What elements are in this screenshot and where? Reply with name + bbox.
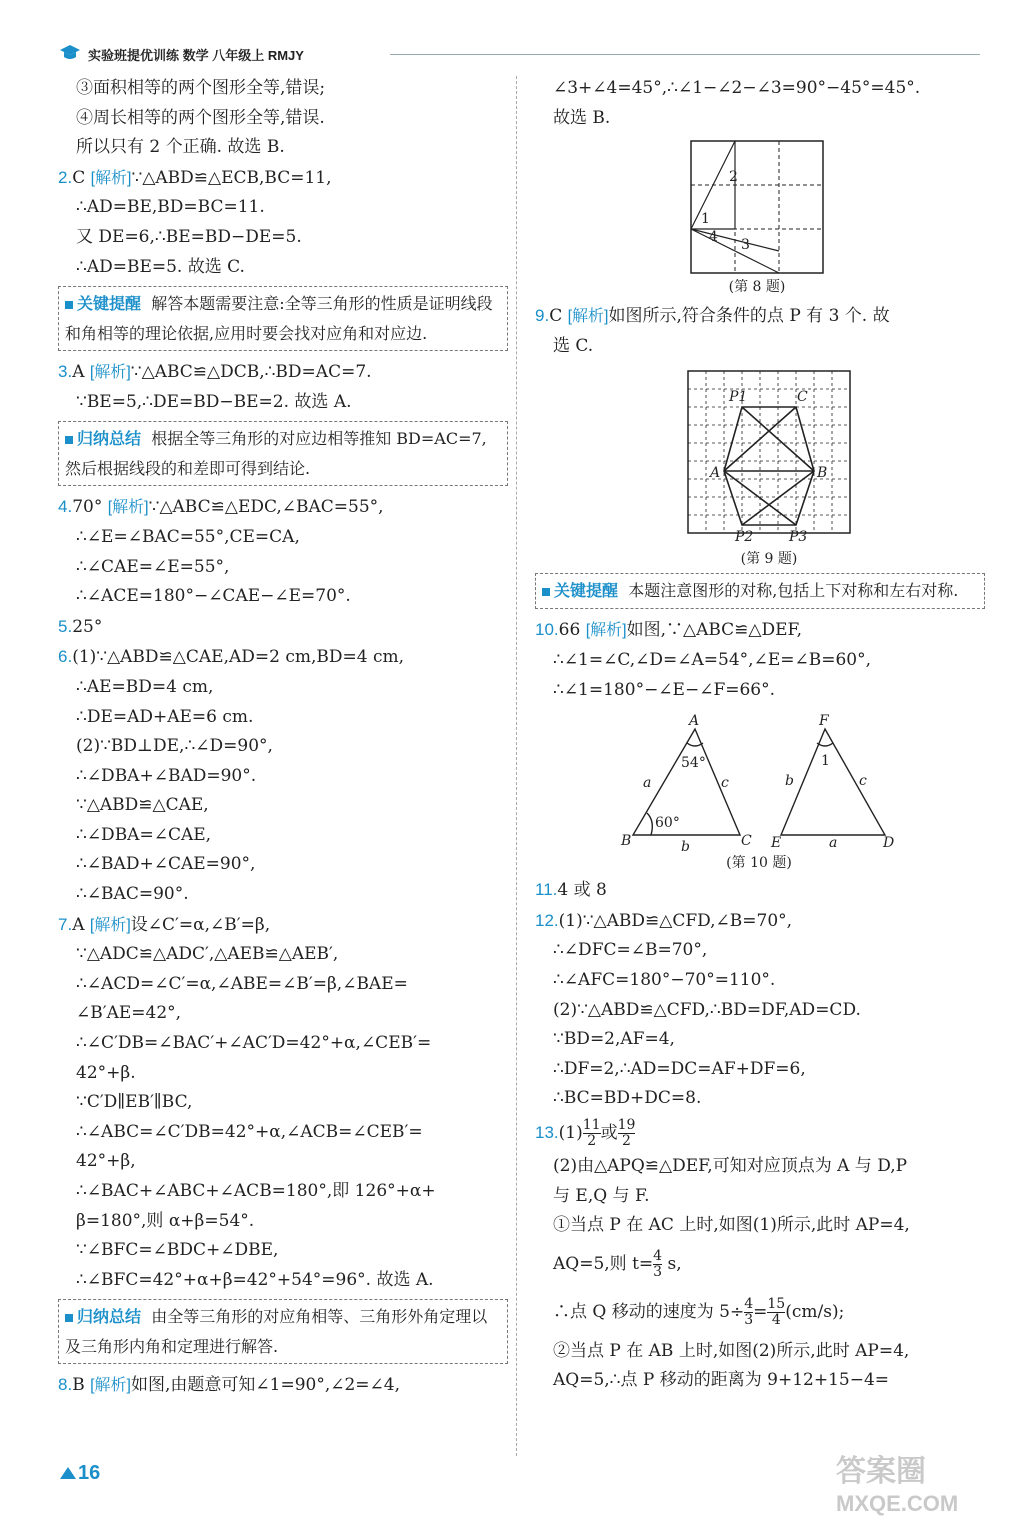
text-line: ∵C′D∥EB′∥BC, <box>76 1092 193 1113</box>
answer: 4 或 8 <box>557 880 607 901</box>
text-part: = <box>753 1301 768 1322</box>
text-line: ∴∠DFC=∠B=70°, <box>553 940 708 961</box>
tip-box <box>58 421 508 486</box>
text-line: ∴∠CAE=∠E=55°, <box>76 556 230 577</box>
text-line: ∴∠BAC+∠ABC+∠ACB=180°,即 126°+α+ <box>76 1181 436 1201</box>
text-line: ∴∠DBA+∠BAD=90°. <box>76 765 257 786</box>
column-divider <box>516 76 517 1456</box>
fraction <box>744 1297 753 1328</box>
fraction <box>618 1118 636 1149</box>
text-part: ∴点 Q 移动的速度为 5÷ <box>553 1301 745 1322</box>
fraction-denominator: 4 <box>767 1312 785 1328</box>
answer: A <box>72 914 85 935</box>
figure-label: P3 <box>789 529 808 546</box>
fraction <box>653 1249 662 1280</box>
text-line: ∴DE=AD+AE=6 cm. <box>76 706 254 727</box>
text-line: 42°+β. <box>76 1062 136 1083</box>
text-line: 如图,∵△ABC≌△DEF, <box>626 620 803 641</box>
question-5 <box>58 612 508 643</box>
analysis-tag: [解析] <box>585 622 627 640</box>
text-line: 42°+β, <box>76 1151 136 1172</box>
text-line: (2)∵△ABD≌△CFD,∴BD=DF,AD=CD. <box>553 999 861 1020</box>
text-line: AQ=5,∴点 P 移动的距离为 9+12+15−4= <box>553 1370 890 1391</box>
figure-label: P2 <box>735 529 754 546</box>
figure-caption: (第 9 题) <box>740 551 798 568</box>
figure-caption: (第 8 题) <box>728 279 786 296</box>
text-line: 与 E,Q 与 F. <box>553 1185 650 1206</box>
figure-label: 4 <box>709 229 718 246</box>
tip-text: 本题注意图形的对称,包括上下对称和左右对称. <box>628 581 959 601</box>
text-line: (1)∵△ABD≌△CFD,∠B=70°, <box>558 910 793 931</box>
text-line: ∠3+∠4=45°,∴∠1−∠2−∠3=90°−45°=45°. <box>553 78 921 98</box>
fraction-numerator: 4 <box>744 1295 754 1312</box>
tip-square-icon <box>65 301 73 309</box>
fraction-numerator: 4 <box>653 1247 663 1264</box>
fraction <box>583 1118 601 1149</box>
figure-label: C <box>741 833 752 850</box>
text-line: ∵△ABD≌△ECB,BC=11, <box>131 167 332 188</box>
text-line: ∴DF=2,∴AD=DC=AF+DF=6, <box>553 1058 806 1079</box>
question-10 <box>535 615 985 705</box>
tip-square-icon <box>65 1314 73 1322</box>
text-line <box>535 1287 985 1337</box>
answer: C <box>549 306 563 327</box>
left-column <box>58 74 508 1401</box>
tip-label: 关键提醒 <box>77 296 142 314</box>
figure-label: 1 <box>821 753 830 770</box>
question-3 <box>58 357 508 417</box>
question-number: 8. <box>58 1375 73 1395</box>
page-arrow-icon <box>60 1467 76 1479</box>
figure-label: A <box>710 465 721 482</box>
text-line: ∴BC=BD+DC=8. <box>553 1088 702 1109</box>
text-line: ∴∠BFC=42°+α+β=42°+54°=96°. 故选 A. <box>76 1269 434 1290</box>
question-13 <box>535 1114 985 1396</box>
text-line: 设∠C′=α,∠B′=β, <box>130 914 271 935</box>
answer: A <box>72 362 85 383</box>
figure-label: c <box>721 775 729 792</box>
text-line: ∴∠1=∠C,∠D=∠A=54°,∠E=∠B=60°, <box>553 649 872 670</box>
header-title: 实验班提优训练 数学 八年级上 RMJY <box>88 48 304 63</box>
text-line: ∠B′AE=42°, <box>76 1003 182 1024</box>
text-line: ∴∠E=∠BAC=55°,CE=CA, <box>76 526 300 547</box>
text-line: (2)由△APQ≌△DEF,可知对应顶点为 A 与 D,P <box>553 1155 908 1176</box>
text-line: 选 C. <box>553 335 594 356</box>
figure-label: 2 <box>729 169 738 186</box>
page-header <box>60 44 980 66</box>
text-line: ∴∠BAC=90°. <box>76 884 189 905</box>
question-number: 3. <box>58 362 73 382</box>
watermark-line: MXQE.COM <box>836 1491 959 1516</box>
text-line: ∴AD=BE=5. 故选 C. <box>76 256 245 277</box>
text-line: 如图所示,符合条件的点 P 有 3 个. 故 <box>608 306 890 327</box>
text-line: ∴∠DBA=∠CAE, <box>76 824 212 845</box>
tip-box <box>58 286 508 351</box>
text-line: ∵△ABC≌△DCB,∴BD=AC=7. <box>130 362 372 383</box>
text-line: 如图,由题意可知∠1=90°,∠2=∠4, <box>131 1375 401 1396</box>
figure-label: E <box>771 835 782 852</box>
tip-text: 由全等三角形的对应角相等、三角形外角定理以及三角形内角和定理进行解答. <box>65 1307 488 1357</box>
tip-text: 解答本题需要注意:全等三角形的性质是证明线段和角相等的理论依据,应用时要会找对应角和对应边. <box>65 294 493 344</box>
question-2 <box>58 163 508 282</box>
question-number: 10. <box>535 620 559 640</box>
text-line: ∴∠ABC=∠C′DB=42°+α,∠ACB=∠CEB′= <box>76 1121 423 1142</box>
text-line: 故选 B. <box>553 107 611 128</box>
text-line: ∵△ABC≌△EDC,∠BAC=55°, <box>148 497 384 518</box>
figure-label: c <box>859 773 867 790</box>
figure-label: 1 <box>701 211 710 228</box>
figure-label: P1 <box>729 389 748 406</box>
text-line: ②当点 P 在 AB 上时,如图(2)所示,此时 AP=4, <box>553 1340 910 1361</box>
text-line: ①当点 P 在 AC 上时,如图(1)所示,此时 AP=4, <box>553 1215 910 1236</box>
answer: 25° <box>72 616 103 637</box>
figure-q10 <box>535 709 985 871</box>
answer: 66 <box>558 620 581 641</box>
question-6 <box>58 642 508 909</box>
figure-label: B <box>817 465 828 482</box>
fraction-denominator: 2 <box>583 1133 601 1149</box>
fraction-denominator: 3 <box>744 1311 754 1328</box>
fraction <box>767 1297 785 1328</box>
question-number: 13. <box>535 1122 559 1142</box>
figure-q8 <box>535 137 985 297</box>
question-12 <box>535 906 985 1114</box>
text-line: ∴∠C′DB=∠BAC′+∠AC′D=42°+α,∠CEB′= <box>76 1033 432 1054</box>
analysis-tag: [解析] <box>89 364 131 382</box>
figure-caption: (第 10 题) <box>726 855 792 872</box>
fraction-numerator: 11 <box>582 1116 601 1133</box>
figure-label: D <box>883 835 895 852</box>
text-line: ∵BD=2,AF=4, <box>553 1029 675 1050</box>
text-line <box>535 1241 985 1287</box>
figure-label: 3 <box>741 237 750 254</box>
answer: C <box>72 167 86 188</box>
text-part: s, <box>662 1253 682 1274</box>
question-8-start <box>58 1370 508 1401</box>
tip-box <box>535 573 985 609</box>
question-number: 5. <box>58 616 73 636</box>
figure-label: a <box>829 835 838 852</box>
fraction-numerator: 15 <box>767 1295 786 1312</box>
answer: B <box>72 1375 85 1396</box>
header-rule <box>390 54 980 55</box>
page-number-text: 16 <box>78 1462 101 1484</box>
question-4 <box>58 492 508 611</box>
text-line: ∴∠BAD+∠CAE=90°, <box>76 854 256 875</box>
figure-label: 60° <box>655 815 680 832</box>
figure-label: b <box>785 773 794 790</box>
text-part: 或 <box>600 1122 618 1143</box>
question-number: 7. <box>58 914 73 934</box>
text-line: ∴∠ACD=∠C′=α,∠ABE=∠B′=β,∠BAE= <box>76 973 408 994</box>
text-part: (cm/s); <box>785 1301 845 1322</box>
tip-label: 归纳总结 <box>77 1309 142 1327</box>
text-line: ∵△ADC≌△ADC′,△AEB≌△AEB′, <box>76 944 339 965</box>
text-line: ∵BE=5,∴DE=BD−BE=2. 故选 A. <box>76 391 352 412</box>
figure-label: a <box>643 775 652 792</box>
question-number: 2. <box>58 167 73 187</box>
question-number: 4. <box>58 497 73 517</box>
text-part: AQ=5,则 t= <box>553 1253 654 1274</box>
figure-label: b <box>681 839 690 856</box>
analysis-tag: [解析] <box>567 308 609 326</box>
question-7 <box>58 910 508 1296</box>
analysis-tag: [解析] <box>89 916 131 934</box>
tip-box <box>58 1299 508 1364</box>
tip-label: 关键提醒 <box>554 583 619 601</box>
right-column <box>535 74 985 1396</box>
text-line: ∴∠1=180°−∠E−∠F=66°. <box>553 679 776 700</box>
text-line: 又 DE=6,∴BE=BD−DE=5. <box>76 226 302 247</box>
text-line: 所以只有 2 个正确. 故选 B. <box>76 137 285 158</box>
page-number <box>60 1462 100 1485</box>
question-11 <box>535 875 985 906</box>
question-number: 11. <box>535 880 558 900</box>
tip-square-icon <box>65 436 73 444</box>
question-number: 9. <box>535 306 550 326</box>
question-number: 12. <box>535 910 559 930</box>
text-part: (1) <box>558 1122 583 1143</box>
figure-label: F <box>819 713 829 730</box>
figure-label: B <box>621 833 632 850</box>
text-line: (2)∵BD⊥DE,∴∠D=90°, <box>76 736 273 757</box>
text-line: ∴AD=BE,BD=BC=11. <box>76 197 265 218</box>
text-line: ∴∠ACE=180°−∠CAE−∠E=70°. <box>76 586 351 607</box>
text-line: ∵△ABD≌△CAE, <box>76 795 209 816</box>
analysis-tag: [解析] <box>90 169 132 187</box>
fraction-numerator: 19 <box>617 1116 636 1133</box>
analysis-tag: [解析] <box>90 1377 131 1395</box>
figure-label: C <box>797 389 808 406</box>
answer: 70° <box>72 497 103 518</box>
watermark-line: 答案圈 <box>836 1455 926 1488</box>
text-line: β=180°,则 α+β=54°. <box>76 1210 255 1231</box>
tip-text: 根据全等三角形的对应边相等推知 BD=AC=7,然后根据线段的和差即可得到结论. <box>65 429 487 479</box>
graduation-cap-icon <box>60 44 80 62</box>
fraction-denominator: 2 <box>618 1133 636 1149</box>
text-line: (1)∵△ABD≌△CAE,AD=2 cm,BD=4 cm, <box>72 647 405 668</box>
tip-label: 归纳总结 <box>77 431 142 449</box>
figure-q9 <box>535 365 985 569</box>
analysis-tag: [解析] <box>107 499 149 517</box>
text-line: ∴∠AFC=180°−70°=110°. <box>553 969 776 990</box>
text-line: ④周长相等的两个图形全等,错误. <box>76 107 325 128</box>
question-number: 6. <box>58 647 73 667</box>
fraction-denominator: 3 <box>653 1263 663 1280</box>
text-line: ∴AE=BD=4 cm, <box>76 676 214 697</box>
figure-label: A <box>689 713 700 730</box>
figure-label: 54° <box>681 755 706 772</box>
question-9 <box>535 301 985 361</box>
text-line: ∵∠BFC=∠BDC+∠DBE, <box>76 1240 279 1261</box>
tip-square-icon <box>542 588 550 596</box>
text-line: ③面积相等的两个图形全等,错误; <box>76 78 326 98</box>
watermark <box>836 1456 958 1520</box>
